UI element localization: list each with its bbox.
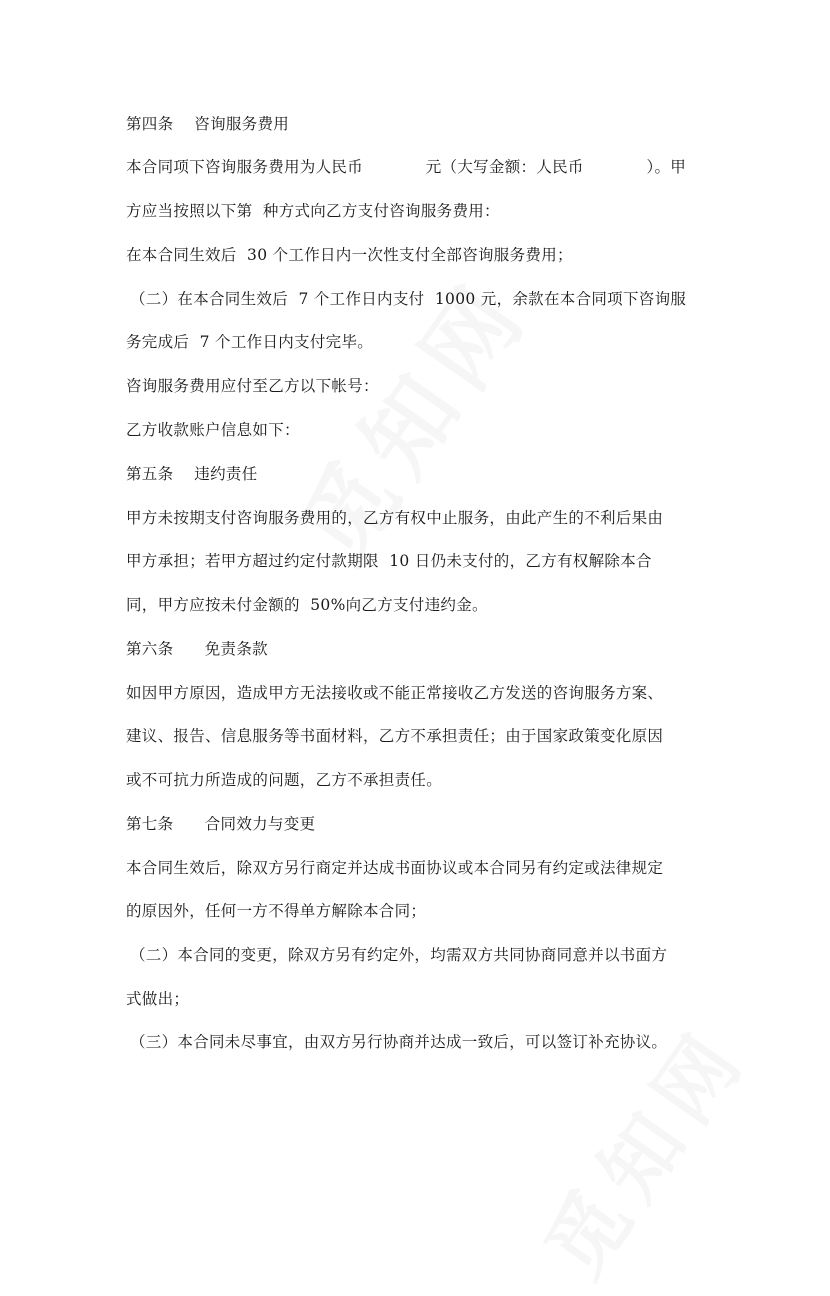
paragraph-line: （二）在本合同生效后 7 个工作日内支付 1000 元，余款在本合同项下咨询服 (130, 290, 687, 308)
paragraph-line: 或不可抗力所造成的问题，乙方不承担责任。 (126, 771, 443, 789)
paragraph-line: 式做出； (126, 990, 190, 1008)
paragraph-line: 本合同生效后，除双方另行商定并达成书面协议或本合同另有约定或法律规定 (126, 859, 664, 877)
paragraph-line: 同，甲方应按未付金额的 50%向乙方支付违约金。 (126, 596, 488, 614)
paragraph-line: 务完成后 7 个工作日内支付完毕。 (126, 333, 374, 351)
paragraph-line: （二）本合同的变更，除双方另有约定外，均需双方共同协商同意并以书面方 (130, 946, 668, 964)
article-5-heading: 第五条 违约责任 (126, 465, 258, 483)
paragraph-line: 的原因外，任何一方不得单方解除本合同； (126, 902, 427, 920)
article-6-heading: 第六条 免责条款 (126, 640, 268, 658)
paragraph-line: 甲方承担；若甲方超过约定付款期限 10 日仍未支付的，乙方有权解除本合 (126, 552, 652, 570)
paragraph-line: 建议、报告、信息服务等书面材料，乙方不承担责任；由于国家政策变化原因 (126, 727, 664, 745)
paragraph-line: 本合同项下咨询服务费用为人民币 元（大写金额：人民币 ）。甲 (126, 158, 687, 176)
paragraph-line: 在本合同生效后 30 个工作日内一次性支付全部咨询服务费用； (126, 246, 573, 264)
paragraph-line: 方应当按照以下第 种方式向乙方支付咨询服务费用： (126, 202, 500, 220)
paragraph-line: 乙方收款账户信息如下： (126, 421, 300, 439)
article-4-heading: 第四条 咨询服务费用 (126, 115, 290, 133)
paragraph-line: （三）本合同未尽事宜，由双方另行协商并达成一致后，可以签订补充协议。 (130, 1033, 668, 1051)
paragraph-line: 咨询服务费用应付至乙方以下帐号： (126, 377, 379, 395)
paragraph-line: 甲方未按期支付咨询服务费用的，乙方有权中止服务，由此产生的不利后果由 (126, 509, 664, 527)
paragraph-line: 如因甲方原因，造成甲方无法接收或不能正常接收乙方发送的咨询服务方案、 (126, 684, 664, 702)
article-7-heading: 第七条 合同效力与变更 (126, 815, 316, 833)
